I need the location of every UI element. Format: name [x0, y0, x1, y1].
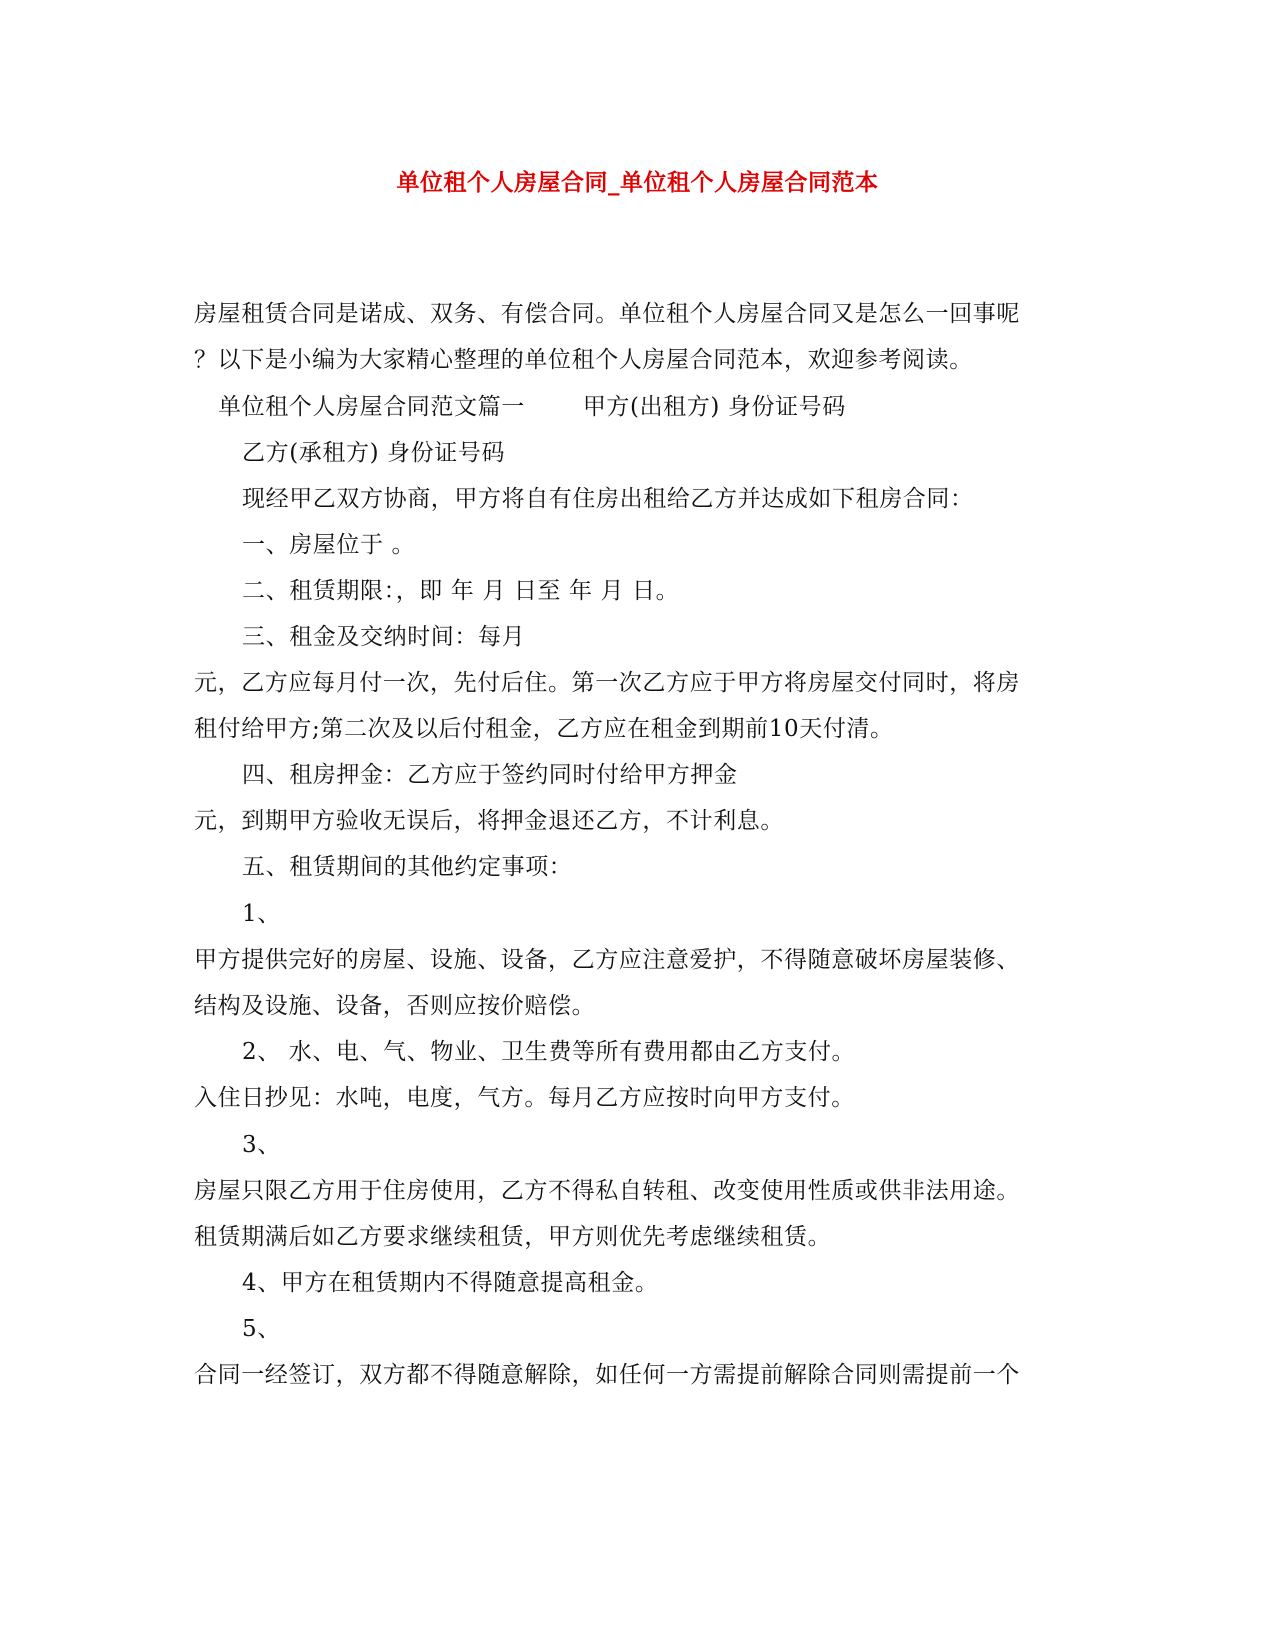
paragraph-line: 现经甲乙双方协商，甲方将自有住房出租给乙方并达成如下租房合同：	[242, 486, 974, 512]
section-heading-line	[218, 392, 846, 422]
paragraph-line: 元，乙方应每月付一次，先付后住。第一次乙方应于甲方将房屋交付同时，将房	[194, 670, 1020, 696]
paragraph-line: 租赁期满后如乙方要求继续租赁，甲方则优先考虑继续租赁。	[194, 1224, 832, 1250]
paragraph-line: 房屋租赁合同是诺成、双务、有偿合同。单位租个人房屋合同又是怎么一回事呢	[194, 301, 1020, 327]
paragraph-line: 合同一经签订，双方都不得随意解除，如任何一方需提前解除合同则需提前一个	[194, 1362, 1020, 1388]
paragraph-line: 元，到期甲方验收无误后，将押金退还乙方，不计利息。	[194, 808, 784, 834]
paragraph-line: 甲方提供完好的房屋、设施、设备，乙方应注意爱护，不得随意破坏房屋装修、	[194, 947, 1020, 973]
item-number: 5、	[242, 1316, 281, 1342]
party-a-line: 甲方(出租方) 身份证号码	[582, 394, 846, 420]
clause-line: 五、租赁期间的其他约定事项：	[242, 854, 573, 880]
paragraph-line: 入住日抄见：水吨，电度，气方。每月乙方应按时向甲方支付。	[194, 1085, 855, 1111]
clause-line: 4、甲方在租赁期内不得随意提高租金。	[242, 1270, 659, 1296]
item-number: 3、	[242, 1132, 281, 1158]
paragraph-line: ？以下是小编为大家精心整理的单位租个人房屋合同范本，欢迎参考阅读。	[194, 347, 973, 373]
item-number: 1、	[242, 901, 281, 927]
paragraph-line: 租付给甲方;第二次及以后付租金，乙方应在租金到期前10天付清。	[194, 716, 894, 742]
clause-line: 一、房屋位于 。	[242, 532, 416, 558]
clause-line: 二、租赁期限：，即 年 月 日至 年 月 日。	[242, 578, 680, 604]
clause-line: 三、租金及交纳时间：每月	[242, 624, 526, 650]
section-heading: 单位租个人房屋合同范文篇一	[218, 394, 525, 420]
clause-line: 四、租房押金：乙方应于签约同时付给甲方押金	[242, 762, 738, 788]
clause-line: 2、 水、电、气、物业、卫生费等所有费用都由乙方支付。	[242, 1039, 856, 1065]
party-b-line: 乙方(承租方) 身份证号码	[242, 440, 506, 466]
document-title: 单位租个人房屋合同_单位租个人房屋合同范本	[396, 169, 879, 196]
paragraph-line: 房屋只限乙方用于住房使用，乙方不得私自转租、改变使用性质或供非法用途。	[194, 1178, 1020, 1204]
paragraph-line: 结构及设施、设备，否则应按价赔偿。	[194, 993, 596, 1019]
